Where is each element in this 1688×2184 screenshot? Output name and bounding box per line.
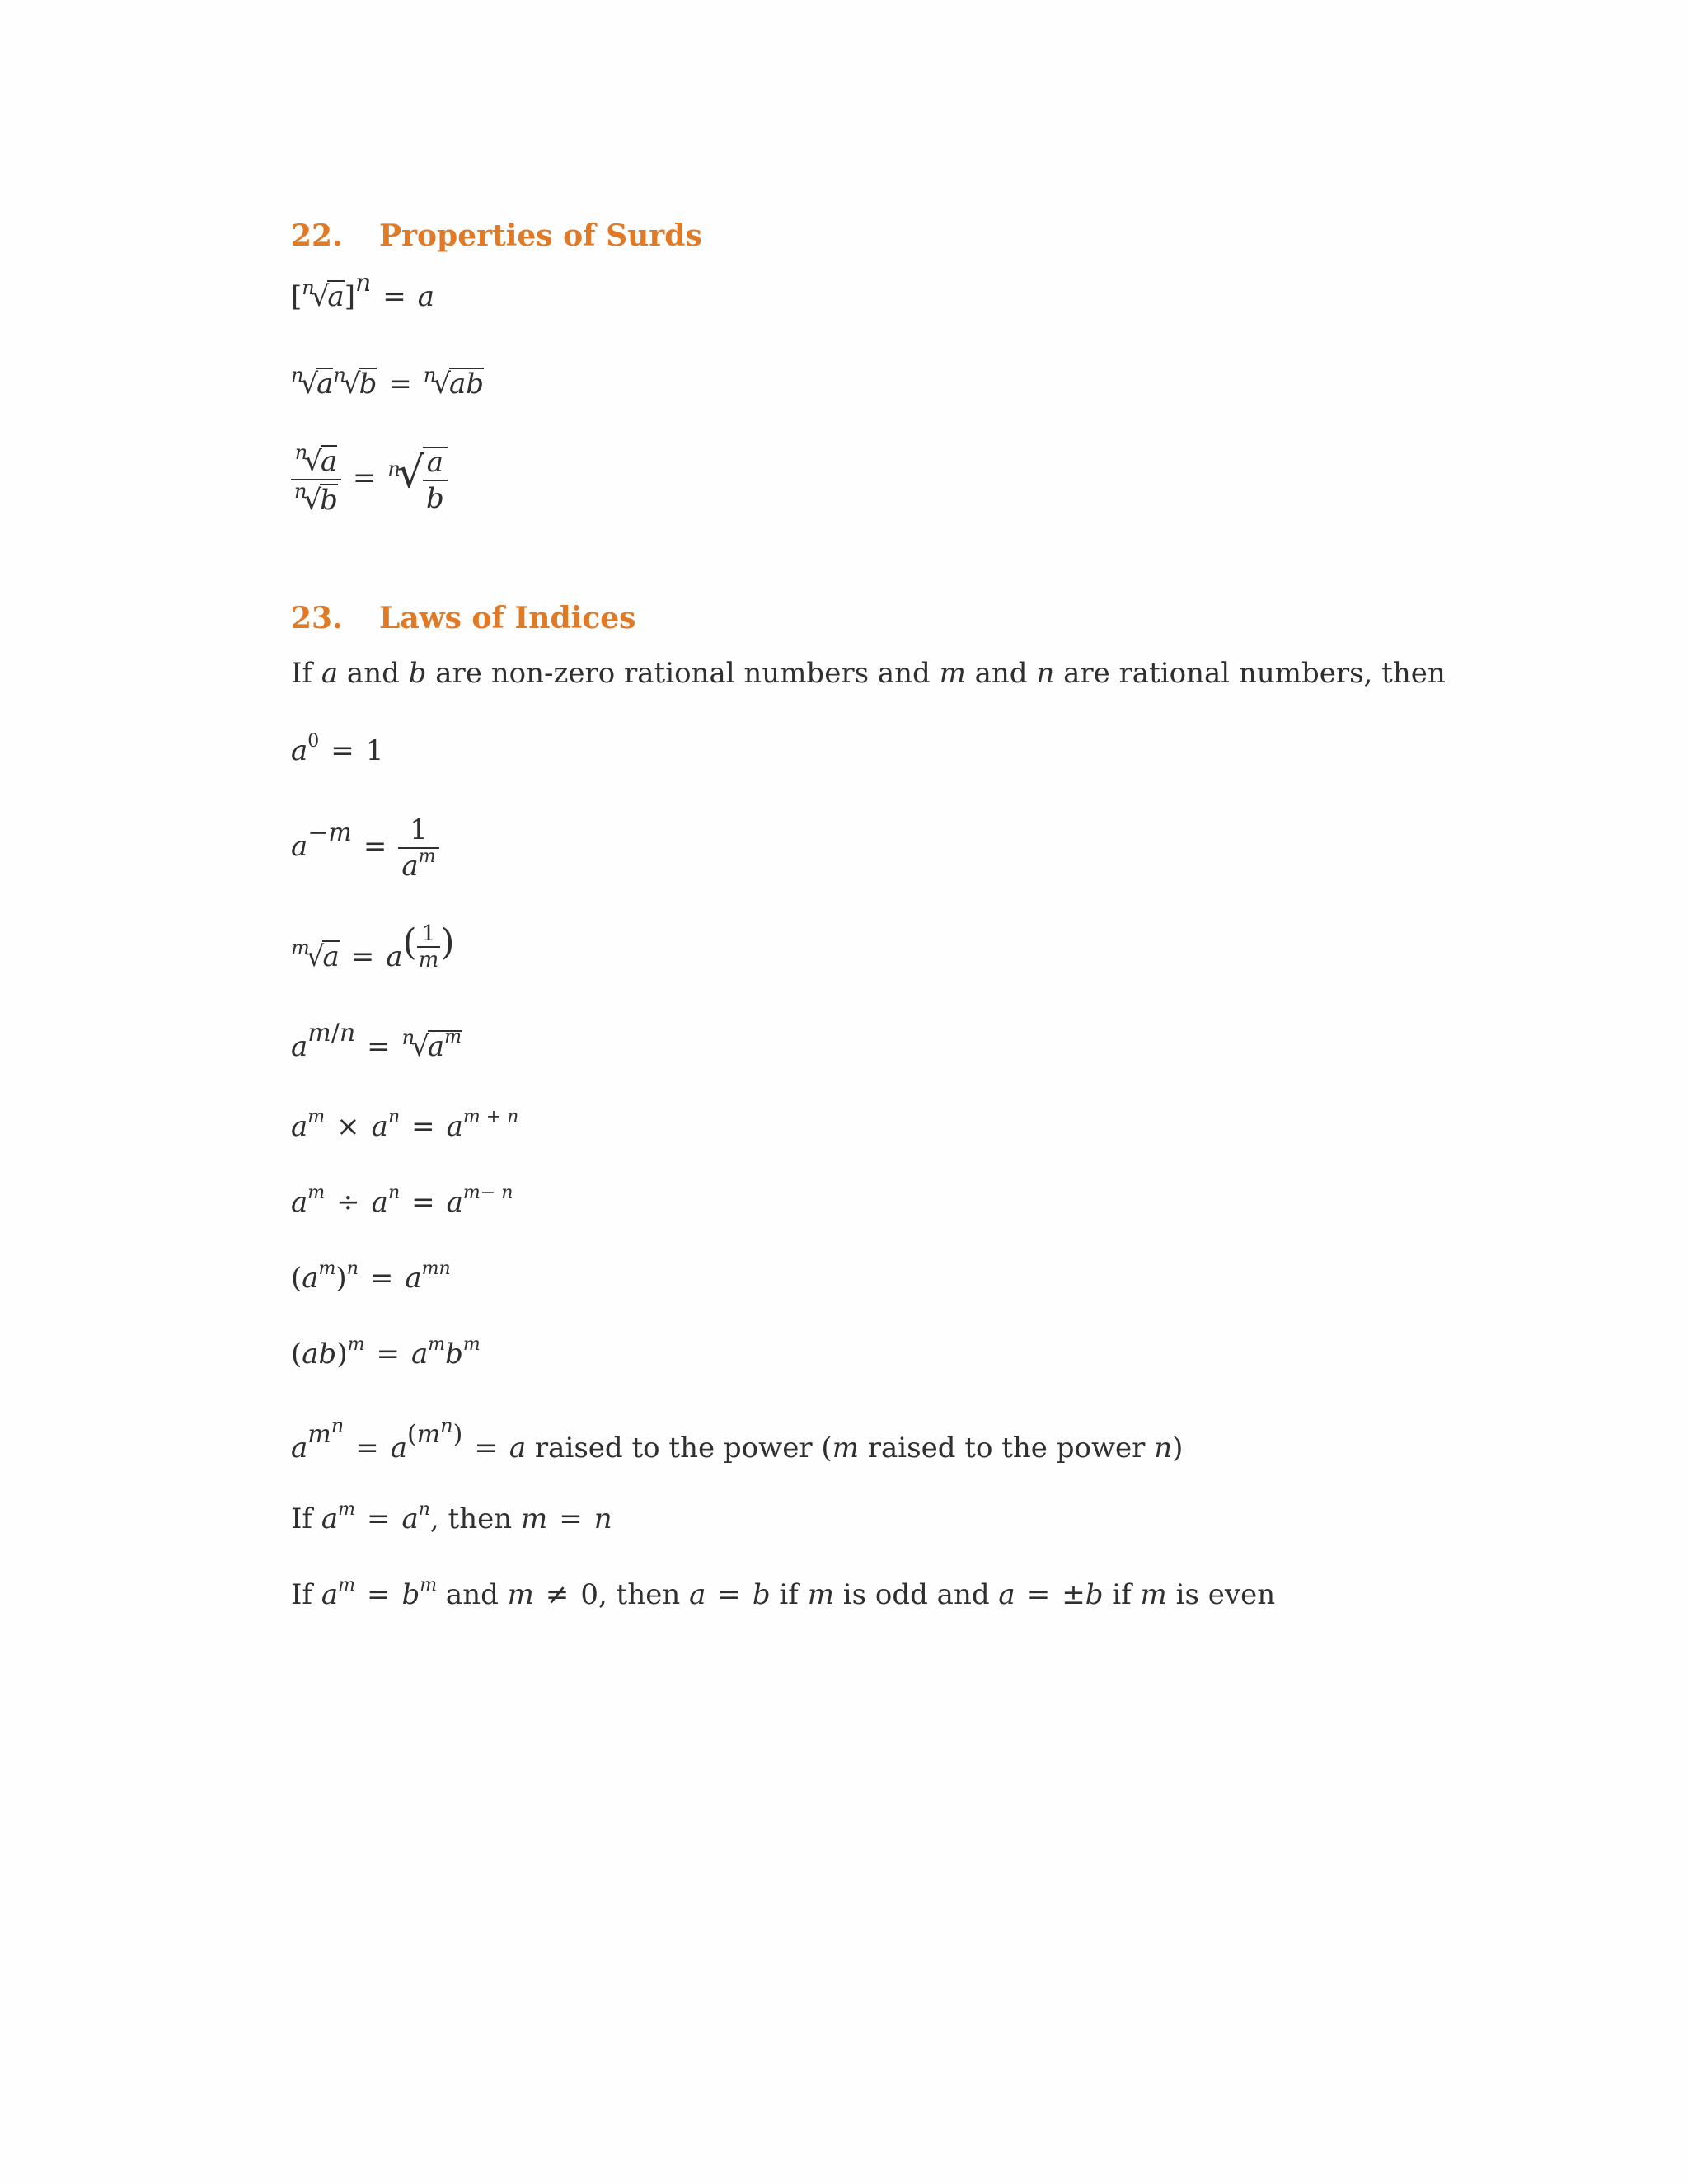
surd-formula-2: $^n√a^n√b = ^n√ab$ <box>291 363 485 401</box>
section-number: 23. <box>291 601 343 635</box>
is-even-text: is even <box>1175 1578 1276 1611</box>
intro-var-n: n <box>1036 657 1055 690</box>
law-zero-exponent: $a^0 = 1$ <box>291 731 384 767</box>
law-fractional-exponent: $am/n = ^n√a^m$ <box>291 1019 462 1063</box>
intro-var-a: a <box>321 657 339 690</box>
intro-var-m: m <box>939 657 966 690</box>
laws-intro <box>291 657 1446 690</box>
law-power-of-product: $(ab)^m = a^mb^m$ <box>291 1334 481 1371</box>
law-root-as-power: $^m$√a = a( $\frac{1}{m}$ ) <box>291 921 455 973</box>
intro-text: and <box>965 657 1037 690</box>
section-title: Laws of Indices <box>379 601 636 635</box>
section-heading-23 <box>291 603 635 633</box>
is-odd-and-text: is odd and <box>842 1578 990 1611</box>
surd-formula-3: $\frac{^n√a}{^n√b}$ = $^n$√ $\frac{a}{b}$ <box>291 445 448 514</box>
if-text: If <box>291 1578 313 1611</box>
law-negative-exponent: a−m = $\frac{1}{a^m}$ <box>291 816 439 880</box>
if-text: If <box>291 1502 313 1535</box>
law-quotient: $a^m \div a^n = a^{m- n}$ <box>291 1183 513 1219</box>
intro-text: are non-zero rational numbers and <box>426 657 940 690</box>
section-heading-22 <box>291 218 702 253</box>
intro-text: and <box>338 657 409 690</box>
if-text: if <box>779 1578 799 1611</box>
then-text: then <box>448 1502 513 1535</box>
section-title: Properties of Surds <box>379 218 702 253</box>
intro-var-b: b <box>408 657 427 690</box>
law-equal-exponents: If $a^m = b^m$ and m ≠ 0, then a = b if m is odd and a = ±b if m is even <box>291 1575 1276 1611</box>
and-text: and <box>445 1578 499 1611</box>
then-text: then <box>616 1578 681 1611</box>
intro-text: If <box>291 657 321 690</box>
surd-formula-1: [$^n$√a]n = a <box>291 269 435 313</box>
law-equal-bases: If $a^m = a^n$, then m = n <box>291 1499 612 1535</box>
law-tower-exponent: $am^n= a(m^n) = a$ raised to the power (m raised to the power n) <box>291 1414 1184 1465</box>
section-number: 22. <box>291 218 343 253</box>
raised-text-1: raised to the power ( <box>534 1432 832 1465</box>
intro-text: are rational numbers, then <box>1054 657 1446 690</box>
raised-text-2: raised to the power <box>867 1432 1146 1465</box>
if-text: if <box>1112 1578 1132 1611</box>
law-power-of-power: $(a^m)^n = a^{mn}$ <box>291 1258 451 1295</box>
law-product: $a^m \times a^n = a^{m + n}$ <box>291 1107 519 1143</box>
